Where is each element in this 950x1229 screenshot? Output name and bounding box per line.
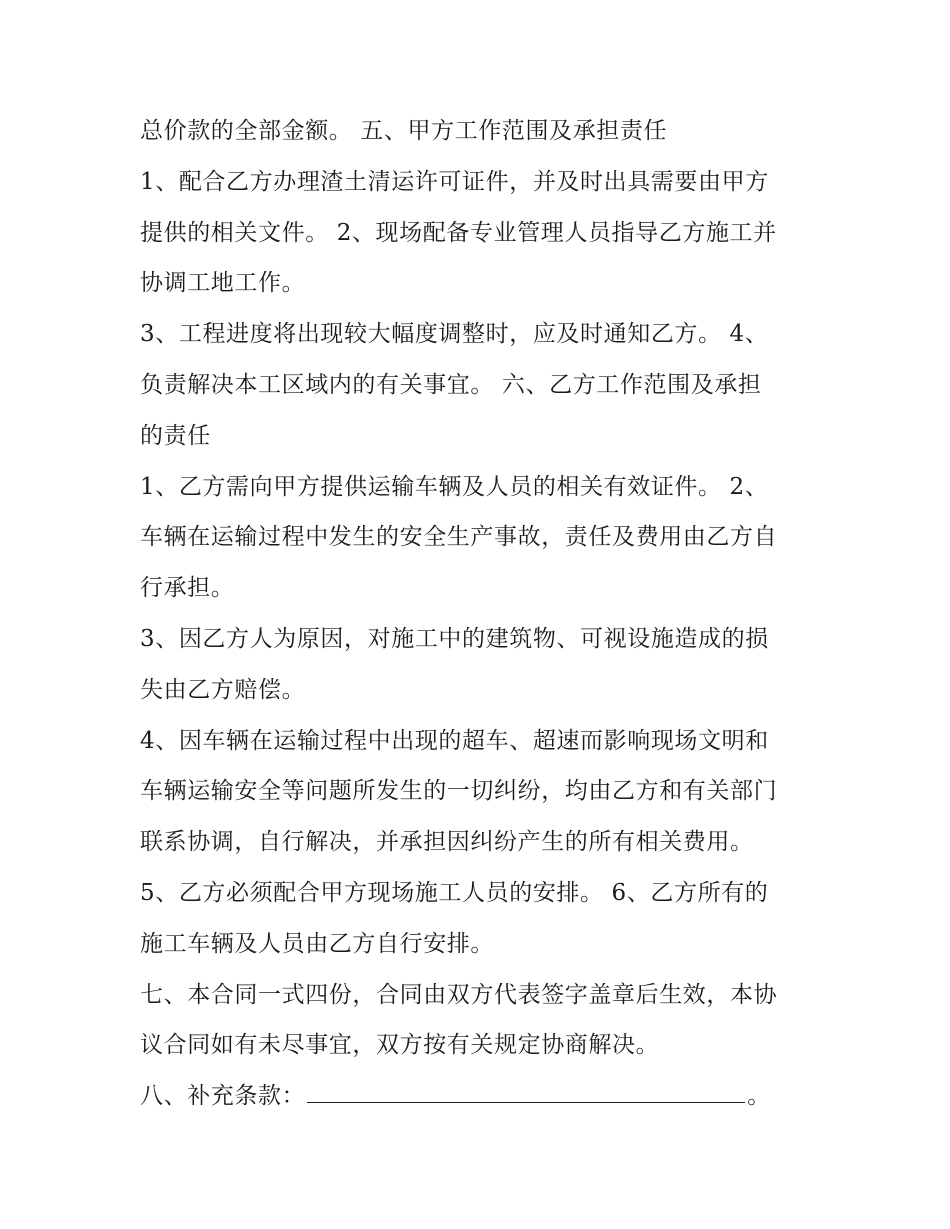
paragraph-p5 [140, 614, 820, 716]
paragraph-p7 [140, 868, 820, 970]
paragraph-list [140, 106, 820, 1071]
text-line: 总价款的全部金额。 五、甲方工作范围及承担责任 [140, 118, 668, 144]
text-line: 议合同如有未尽事宜，双方按有关规定协商解决。 [140, 1032, 660, 1059]
supplement-end-mark: 。 [747, 1083, 771, 1110]
paragraph-p4 [140, 462, 820, 614]
text-line: 1、配合乙方办理渣土清运许可证件，并及时出具需要由甲方 [140, 168, 769, 195]
text-line: 1、乙方需向甲方提供运输车辆及人员的相关有效证件。 2、 [140, 473, 769, 500]
text-line: 车辆运输安全等问题所发生的一切纠纷，均由乙方和有关部门 [140, 778, 778, 805]
text-line: 行承担。 [140, 575, 235, 602]
text-line: 联系协调，自行解决，并承担因纠纷产生的所有相关费用。 [140, 829, 754, 856]
supplement-blank-line[interactable] [307, 1078, 745, 1103]
paragraph-p6 [140, 716, 820, 868]
paragraph-p3 [140, 309, 820, 461]
text-line: 提供的相关文件。 2、现场配备专业管理人员指导乙方施工并 [140, 219, 777, 246]
text-line: 协调工地工作。 [140, 270, 306, 297]
text-line: 车辆在运输过程中发生的安全生产事故，责任及费用由乙方自 [140, 524, 778, 551]
paragraph-p8 [140, 970, 820, 1072]
text-line: 失由乙方赔偿。 [140, 676, 306, 703]
text-line: 4、因车辆在运输过程中出现的超车、超速而影响现场文明和 [140, 727, 769, 754]
text-line: 负责解决本工区域内的有关事宜。 六、乙方工作范围及承担 [140, 371, 762, 398]
document-body [140, 106, 820, 1122]
paragraph-p1 [140, 106, 820, 157]
text-line: 七、本合同一式四份，合同由双方代表签字盖章后生效，本协 [140, 981, 778, 1008]
paragraph-p2 [140, 157, 820, 309]
text-line: 3、工程进度将出现较大幅度调整时，应及时通知乙方。 4、 [140, 321, 769, 348]
text-line: 5、乙方必须配合甲方现场施工人员的安排。 6、乙方所有的 [140, 879, 769, 906]
supplement-clause [140, 1071, 820, 1122]
text-line: 的责任 [140, 422, 211, 449]
text-line: 施工车辆及人员由乙方自行安排。 [140, 930, 494, 957]
supplement-label: 八、补充条款： [140, 1083, 306, 1110]
text-line: 3、因乙方人为原因，对施工中的建筑物、可视设施造成的损 [140, 625, 769, 652]
